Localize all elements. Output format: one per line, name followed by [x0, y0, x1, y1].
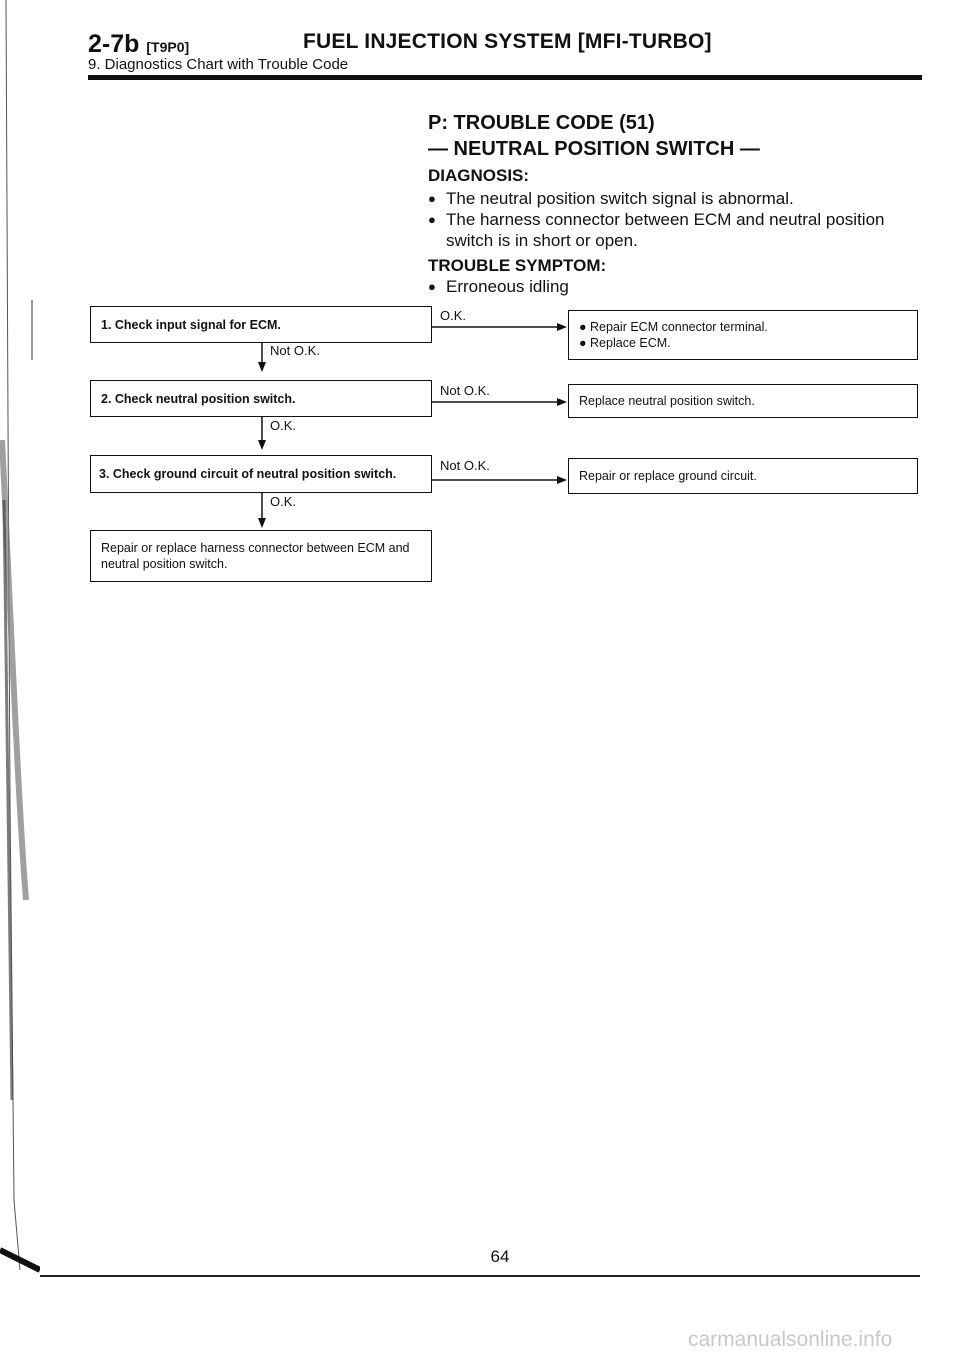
result-1-item: ● Replace ECM.: [579, 336, 671, 350]
page-number: 64: [490, 1247, 510, 1266]
label-side-ok-1: O.K.: [440, 308, 467, 323]
page-title: FUEL INJECTION SYSTEM [MFI-TURBO]: [303, 30, 712, 53]
diagnosis-item: ● The neutral position switch signal is abnormal.: [428, 188, 928, 209]
step-1-box: [90, 306, 432, 343]
result-3-box: [568, 458, 918, 494]
step-3-box: [90, 455, 432, 493]
section-number: 2-7b: [88, 30, 140, 58]
watermark: carmanualsonline.info: [688, 1328, 893, 1351]
page-subtitle: 9. Diagnostics Chart with Trouble Code: [88, 56, 349, 73]
arrowhead-side-2: [557, 398, 567, 406]
step-2-label: 2. Check neutral position switch.: [101, 391, 296, 406]
symptom-heading: TROUBLE SYMPTOM:: [428, 256, 607, 275]
footer-rule: [40, 1275, 920, 1277]
step-3-label: 3. Check ground circuit of neutral position switch.: [99, 467, 397, 481]
arrowhead-down-3: [258, 518, 266, 528]
trouble-code-title-line2: — NEUTRAL POSITION SWITCH —: [428, 138, 760, 160]
result-2-label: Replace neutral position switch.: [579, 394, 755, 408]
label-side-not-ok-3: Not O.K.: [440, 458, 490, 473]
arrowhead-side-3: [557, 476, 567, 484]
step-2-box: [90, 380, 432, 417]
result-1-item-text: Replace ECM.: [590, 336, 671, 350]
arrowhead-side-1: [557, 323, 567, 331]
result-1-item: ● Repair ECM connector terminal.: [579, 320, 768, 334]
result-1-box: [568, 310, 918, 360]
diagnosis-item: ● The harness connector between ECM and neutral position switch is in short or open.: [428, 209, 928, 251]
result-1-item-text: Repair ECM connector terminal.: [590, 320, 768, 334]
trouble-code-title-line1: P: TROUBLE CODE (51): [428, 112, 655, 134]
result-3-label: Repair or replace ground circuit.: [579, 469, 757, 483]
result-2-box: [568, 384, 918, 418]
arrowhead-down-2: [258, 440, 266, 450]
label-ok-2: O.K.: [270, 418, 297, 433]
label-side-not-ok-2: Not O.K.: [440, 383, 490, 398]
label-ok-3: O.K.: [270, 494, 297, 509]
symptom-item: ● Erroneous idling: [428, 276, 928, 297]
diagnosis-heading: DIAGNOSIS:: [428, 166, 530, 185]
label-not-ok-1: Not O.K.: [270, 343, 320, 358]
arrowhead-down-1: [258, 362, 266, 372]
step-1-label: 1. Check input signal for ECM.: [101, 317, 281, 332]
section-tag: [T9P0]: [146, 39, 190, 55]
final-action-box: [90, 530, 432, 582]
final-action-label: Repair or replace harness connector between ECM and neutral position switch.: [101, 541, 410, 571]
